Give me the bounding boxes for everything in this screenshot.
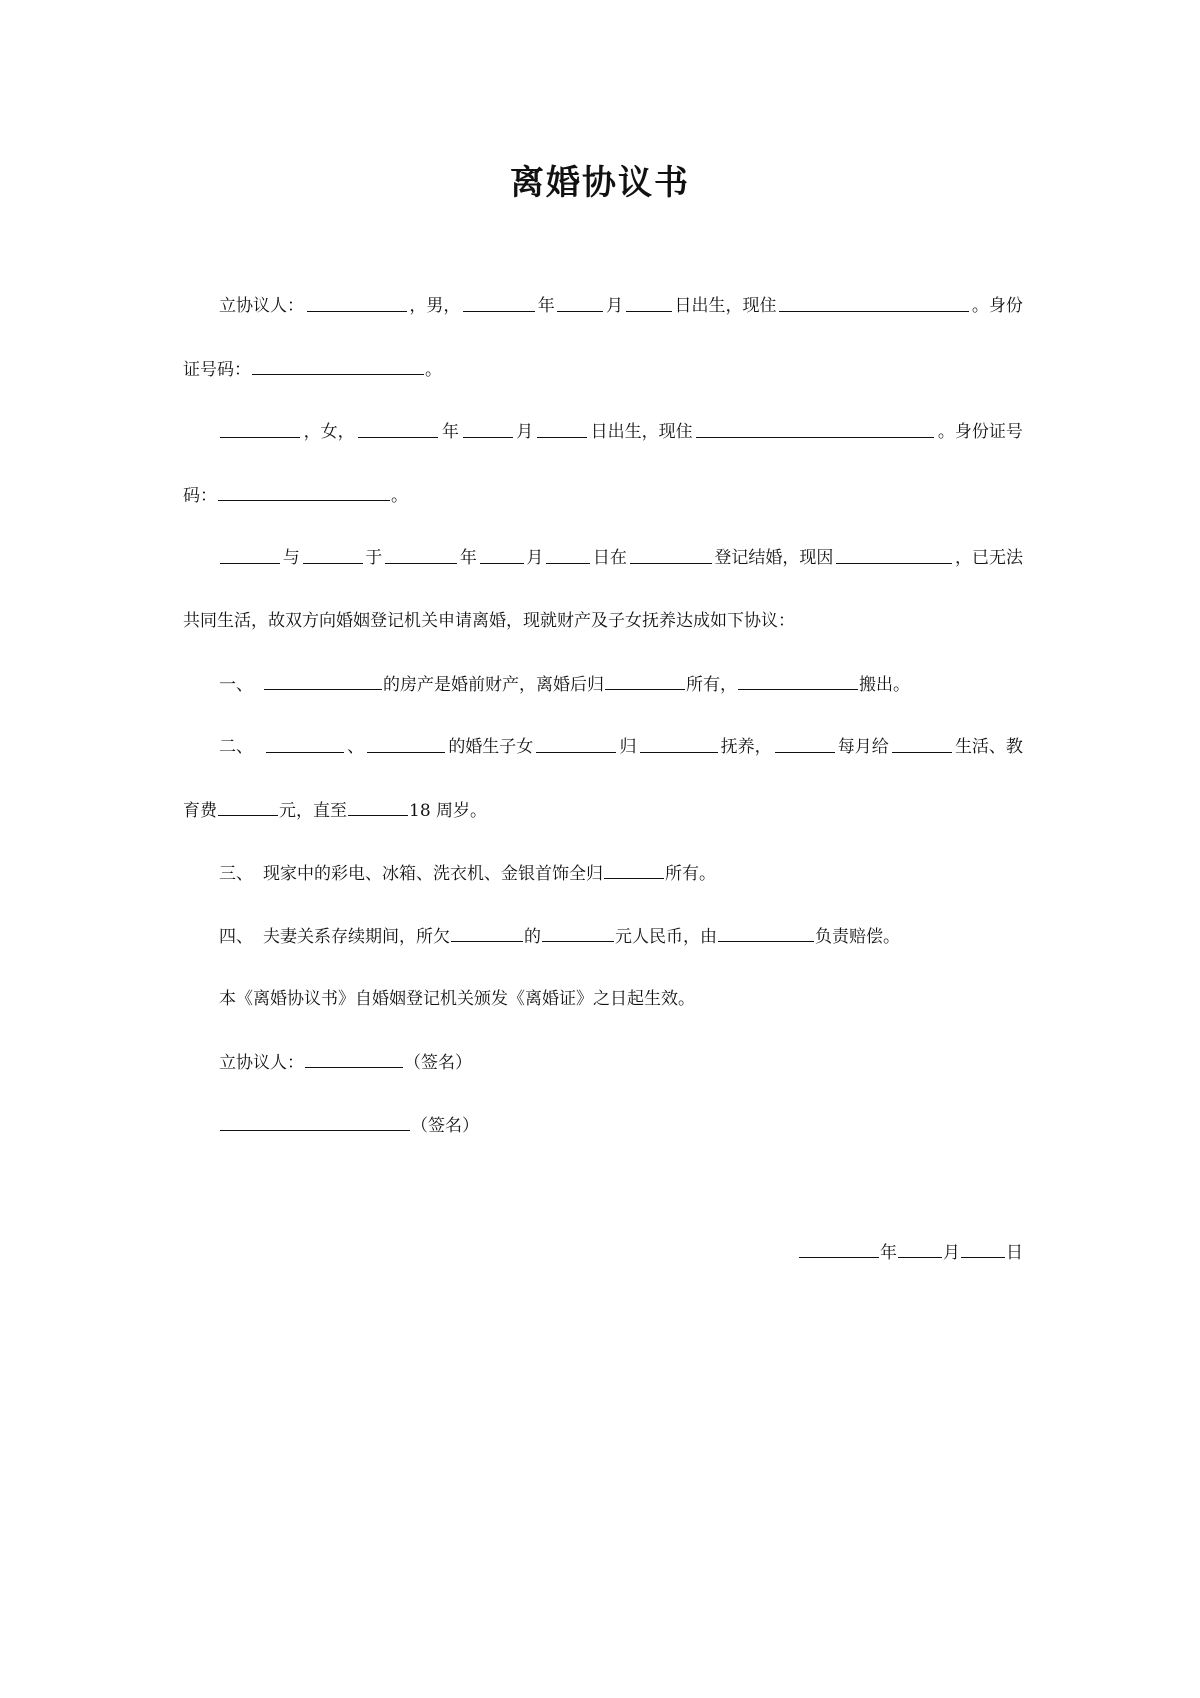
party2-address-blank[interactable] bbox=[696, 420, 934, 438]
party1-birth-day-blank[interactable] bbox=[626, 294, 672, 312]
party1-id-line: 证号码： 。 bbox=[183, 357, 1023, 382]
debt-amount-blank[interactable] bbox=[542, 924, 614, 942]
party2-name-blank[interactable] bbox=[220, 420, 300, 438]
support-until-blank[interactable] bbox=[348, 798, 408, 816]
marriage-line-cont: 共同生活，故双方向婚姻登记机关申请离婚，现就财产及子女抚养达成如下协议： bbox=[183, 611, 795, 631]
child-name-blank[interactable] bbox=[536, 735, 616, 753]
party2-birth-month-blank[interactable] bbox=[463, 420, 513, 438]
support-amount-blank[interactable] bbox=[218, 798, 278, 816]
clause-1: 一、 的房产是婚前财产，离婚后归 所有， 搬出。 bbox=[219, 672, 1059, 697]
clause-3: 三、 现家中的彩电、冰箱、洗衣机、金银首饰全归 所有。 bbox=[219, 861, 1059, 886]
signature-line-1: 立协议人： （签名） bbox=[219, 1050, 1059, 1075]
party2-id-blank[interactable] bbox=[218, 483, 390, 501]
parent1-blank[interactable] bbox=[266, 735, 344, 753]
clause-2-cont: 育费 元，直至 18 周岁。 bbox=[183, 798, 1023, 823]
party1-id-blank[interactable] bbox=[252, 357, 424, 375]
effective-clause: 本《离婚协议书》自婚姻登记机关颁发《离婚证》之日起生效。 bbox=[219, 989, 695, 1009]
marriage-party1-blank[interactable] bbox=[220, 546, 280, 564]
debt-creditor-blank[interactable] bbox=[451, 924, 523, 942]
payer-blank[interactable] bbox=[775, 735, 835, 753]
signature-2-blank[interactable] bbox=[220, 1113, 410, 1131]
party1-name-blank[interactable] bbox=[307, 294, 407, 312]
property-recipient-blank[interactable] bbox=[605, 672, 685, 690]
document-title: 离婚协议书 bbox=[510, 163, 690, 203]
property-owner-blank[interactable] bbox=[264, 672, 382, 690]
party1-birth-year-blank[interactable] bbox=[463, 294, 535, 312]
marriage-month-blank[interactable] bbox=[480, 546, 524, 564]
date-year-blank[interactable] bbox=[799, 1240, 879, 1258]
marriage-day-blank[interactable] bbox=[546, 546, 590, 564]
signature-line-2: （签名） bbox=[219, 1113, 1059, 1138]
signature-1-blank[interactable] bbox=[305, 1050, 403, 1068]
party1-address-blank[interactable] bbox=[779, 294, 969, 312]
party2-birth-year-blank[interactable] bbox=[358, 420, 438, 438]
custodian-blank[interactable] bbox=[640, 735, 718, 753]
party1-birth-month-blank[interactable] bbox=[557, 294, 603, 312]
marriage-line: 与 于 年 月 日在 登记结婚，现因 ，已无法 bbox=[219, 546, 1023, 570]
clause-4: 四、 夫妻关系存续期间，所欠 的 元人民币，由 负责赔偿。 bbox=[219, 924, 1059, 949]
date-line: 年 月 日 bbox=[798, 1240, 1023, 1265]
party1-line: 立协议人： ，男， 年 月 日出生，现住 。身份 bbox=[219, 296, 1023, 316]
marriage-year-blank[interactable] bbox=[385, 546, 457, 564]
party2-line: ，女， 年 月 日出生，现住 。身份证号 bbox=[219, 420, 1023, 444]
marriage-place-blank[interactable] bbox=[630, 546, 712, 564]
marriage-party2-blank[interactable] bbox=[303, 546, 363, 564]
party2-birth-day-blank[interactable] bbox=[537, 420, 587, 438]
appliance-owner-blank[interactable] bbox=[604, 861, 664, 879]
clause-2: 二、 、 的婚生子女 归 抚养， 每月给 生活、教 bbox=[219, 737, 1023, 757]
divorce-reason-blank[interactable] bbox=[836, 546, 952, 564]
parent2-blank[interactable] bbox=[367, 735, 445, 753]
move-out-party-blank[interactable] bbox=[738, 672, 858, 690]
payee-blank[interactable] bbox=[892, 735, 952, 753]
debt-payer-blank[interactable] bbox=[718, 924, 814, 942]
date-month-blank[interactable] bbox=[898, 1240, 942, 1258]
date-day-blank[interactable] bbox=[961, 1240, 1005, 1258]
party2-id-line: 码： 。 bbox=[183, 483, 1023, 508]
